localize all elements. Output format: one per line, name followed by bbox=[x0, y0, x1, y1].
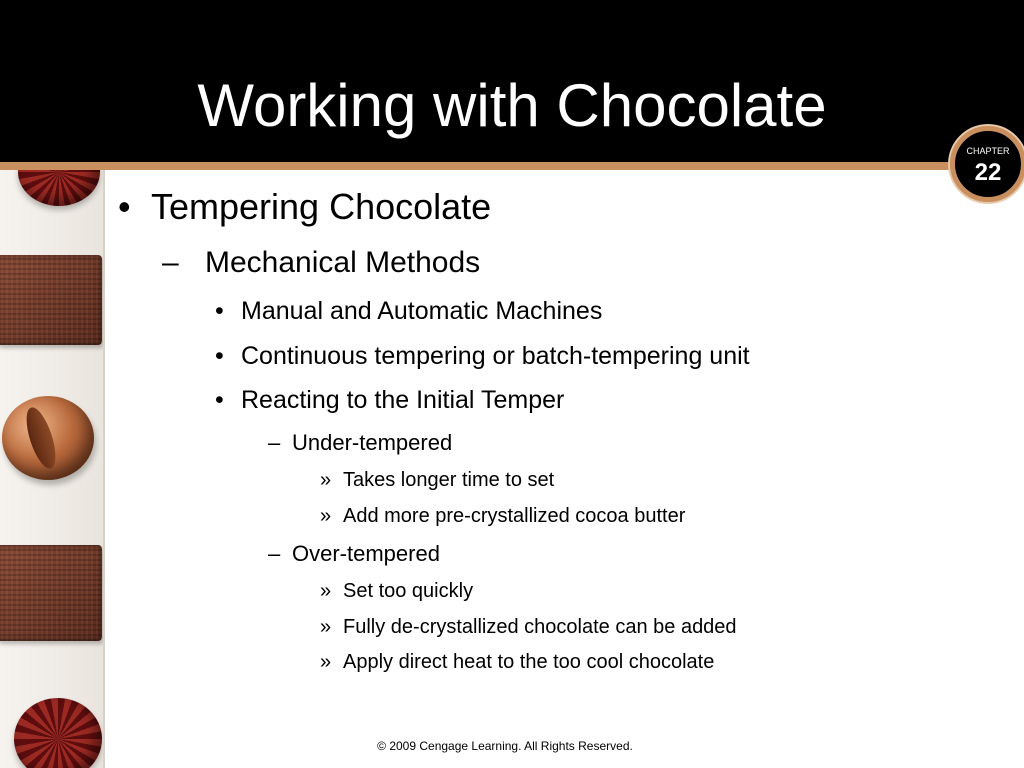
chevron-marker: » bbox=[320, 505, 332, 527]
chapter-badge bbox=[950, 126, 1024, 202]
slide-title: Working with Chocolate bbox=[197, 72, 827, 139]
chocolate-square-icon bbox=[0, 255, 102, 345]
chocolate-sidebar bbox=[0, 170, 105, 768]
copyright-footer: © 2009 Cengage Learning. All Rights Reserved. bbox=[377, 739, 633, 753]
dash-marker: – bbox=[162, 246, 179, 279]
chocolate-round-icon bbox=[18, 170, 100, 206]
outline-item-text: Continuous tempering or batch-tempering unit bbox=[241, 342, 750, 370]
bullet-marker: • bbox=[118, 186, 131, 227]
chocolate-round-icon bbox=[14, 698, 102, 768]
outline-item-text: Add more pre-crystallized cocoa butter bbox=[343, 505, 686, 527]
outline-item-text: Mechanical Methods bbox=[205, 246, 481, 279]
chocolate-square-icon bbox=[0, 545, 102, 641]
chocolate-oval-icon bbox=[2, 396, 94, 480]
title-divider bbox=[0, 162, 1024, 170]
chevron-marker: » bbox=[320, 651, 332, 673]
outline-item-text: Manual and Automatic Machines bbox=[241, 297, 603, 325]
outline-item-text: Apply direct heat to the too cool chocolate bbox=[343, 651, 715, 673]
dash-marker: – bbox=[268, 541, 281, 566]
outline-item-text: Set too quickly bbox=[343, 580, 474, 602]
chapter-badge-label: CHAPTER bbox=[966, 146, 1010, 156]
outline-item-text: Over-tempered bbox=[292, 541, 440, 566]
bullet-marker: • bbox=[215, 297, 224, 325]
dash-marker: – bbox=[268, 430, 281, 455]
outline-item-text: Reacting to the Initial Temper bbox=[241, 386, 565, 414]
outline-item-text: Takes longer time to set bbox=[343, 469, 555, 491]
sidebar-edge bbox=[103, 170, 105, 768]
outline-item-text: Fully de-crystallized chocolate can be added bbox=[343, 616, 737, 638]
chapter-badge-number: 22 bbox=[974, 159, 1002, 186]
bullet-marker: • bbox=[215, 342, 224, 370]
outline-item-text: Tempering Chocolate bbox=[151, 186, 492, 227]
outline-item-text: Under-tempered bbox=[292, 430, 453, 455]
chevron-marker: » bbox=[320, 469, 332, 491]
chevron-marker: » bbox=[320, 580, 332, 602]
chevron-marker: » bbox=[320, 616, 332, 638]
bullet-marker: • bbox=[215, 386, 224, 414]
